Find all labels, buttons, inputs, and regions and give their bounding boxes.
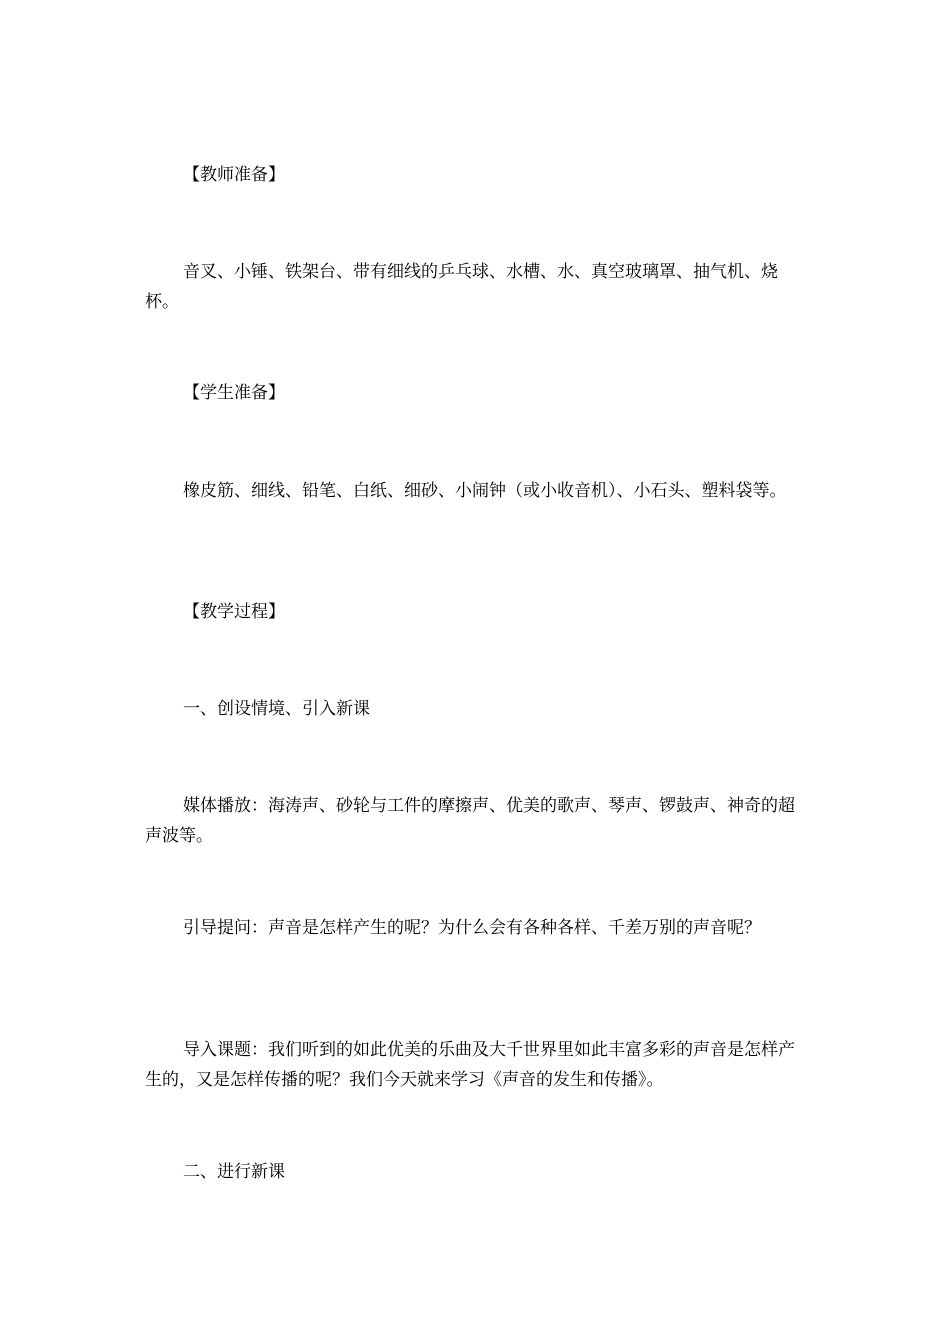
student-prep-text: 橡皮筋、细线、铅笔、白纸、细砂、小闹钟（或小收音机）、小石头、塑料袋等。: [183, 481, 787, 501]
teacher-prep-heading: 【教师准备】: [183, 165, 285, 185]
teacher-prep-text: 音叉、小锤、铁架台、带有细线的乒乓球、水槽、水、真空玻璃罩、抽气机、烧杯。: [145, 262, 778, 312]
step2-heading: 二、进行新课: [183, 1162, 285, 1182]
step1-heading: 一、创设情境、引入新课: [183, 699, 370, 719]
process-heading: 【教学过程】: [183, 602, 285, 622]
student-prep-heading: 【学生准备】: [183, 383, 285, 403]
intro-text: 导入课题：我们听到的如此优美的乐曲及大千世界里如此丰富多彩的声音是怎样产生的，又是怎样传播的呢？我们今天就来学习《声音的发生和传播》。: [145, 1040, 795, 1090]
question-text: 引导提问：声音是怎样产生的呢？为什么会有各种各样、千差万别的声音呢？: [183, 918, 761, 938]
media-text: 媒体播放：海涛声、砂轮与工件的摩擦声、优美的歌声、琴声、锣鼓声、神奇的超声波等。: [145, 796, 795, 846]
